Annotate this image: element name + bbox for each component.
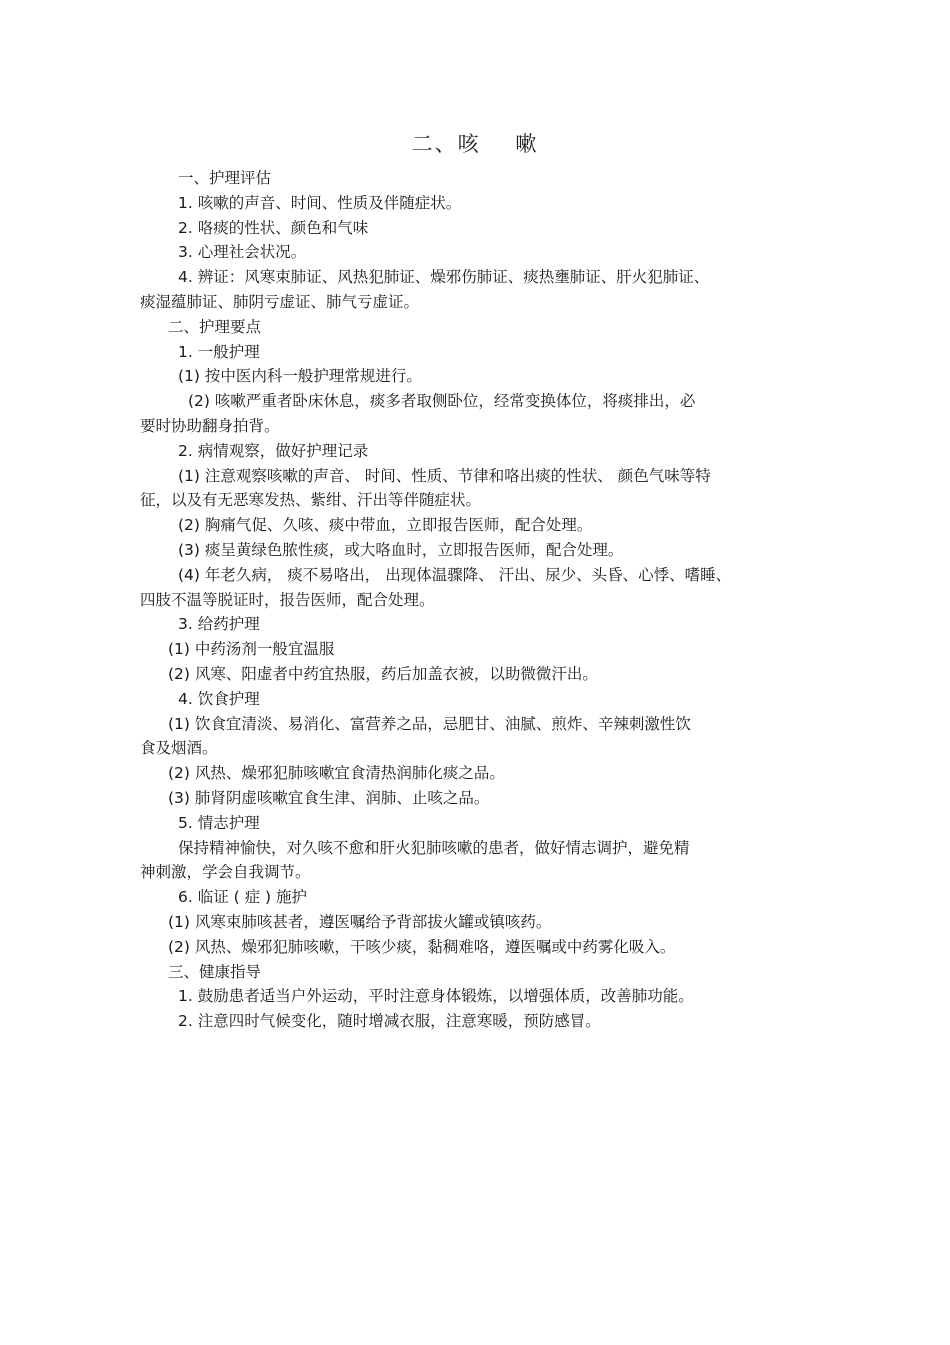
page-title: 二、咳 嗽: [411, 132, 539, 156]
text-line: (1) 按中医内科一般护理常规进行。: [178, 367, 422, 386]
text-line: 征，以及有无恶寒发热、紫绀、汗出等伴随症状。: [140, 491, 482, 510]
text-line: (2) 咳嗽严重者卧床休息，痰多者取侧卧位，经常变换体位，将痰排出，必: [188, 392, 696, 411]
document-body: [140, 166, 810, 1034]
text-line: 神刺激，学会自我调节。: [140, 863, 311, 882]
text-line: (1) 中药汤剂一般宜温服: [168, 640, 335, 659]
text-line: (1) 注意观察咳嗽的声音、 时间、性质、节律和咯出痰的性状、 颜色气味等特: [178, 466, 711, 485]
text-line: 食及烟酒。: [140, 739, 218, 758]
text-line: (4) 年老久病， 痰不易咯出， 出现体温骤降、 汗出、尿少、头昏、心悸、嗜睡、: [178, 565, 732, 584]
text-line: 保持精神愉快，对久咳不愈和肝火犯肺咳嗽的患者，做好情志调护，避免精: [178, 838, 690, 857]
text-line: (1) 饮食宜清淡、易消化、富营养之品，忌肥甘、油腻、煎炸、辛辣刺激性饮: [168, 714, 691, 733]
text-line: (2) 风热、燥邪犯肺咳嗽，干咳少痰，黏稠难咯，遵医嘱或中药雾化吸入。: [168, 937, 676, 956]
text-line: (2) 风寒、阳虚者中药宜热服，药后加盖衣被，以助微微汗出。: [168, 664, 598, 683]
text-line: 三、健康指导: [168, 962, 262, 981]
text-line: 一、护理评估: [178, 169, 272, 187]
text-line: 4. 饮食护理: [178, 689, 260, 708]
text-line: 2. 注意四时气候变化，随时增减衣服，注意寒暖，预防感冒。: [178, 1012, 601, 1031]
text-line: 6. 临证 ( 症 ) 施护: [178, 888, 308, 907]
text-line: (2) 胸痛气促、久咳、痰中带血，立即报告医师，配合处理。: [178, 516, 593, 535]
text-line: 1. 一般护理: [178, 342, 260, 361]
text-line: (1) 风寒束肺咳甚者，遵医嘱给予背部拔火罐或镇咳药。: [168, 912, 552, 931]
text-line: 3. 给药护理: [178, 615, 260, 634]
text-line: 要时协助翻身拍背。: [140, 416, 280, 435]
text-line: 2. 咯痰的性状、颜色和气味: [178, 218, 369, 237]
text-line: 四肢不温等脱证时，报告医师，配合处理。: [140, 590, 435, 609]
text-line: 2. 病情观察，做好护理记录: [178, 441, 369, 460]
text-line: 4. 辨证：风寒束肺证、风热犯肺证、燥邪伤肺证、痰热壅肺证、肝火犯肺证、: [178, 268, 710, 287]
text-line: 1. 咳嗽的声音、时间、性质及伴随症状。: [178, 193, 462, 212]
text-line: 痰湿蕴肺证、肺阴亏虚证、肺气亏虚证。: [140, 292, 420, 311]
text-line: (3) 肺肾阴虚咳嗽宜食生津、润肺、止咳之品。: [168, 788, 490, 807]
text-line: 5. 情志护理: [178, 813, 260, 832]
text-line: (2) 风热、燥邪犯肺咳嗽宜食清热润肺化痰之品。: [168, 764, 505, 783]
text-line: 1. 鼓励患者适当户外运动，平时注意身体锻炼，以增强体质，改善肺功能。: [178, 987, 694, 1006]
text-line: 3. 心理社会状况。: [178, 243, 307, 262]
text-line: 二、护理要点: [168, 317, 262, 336]
text-line: (3) 痰呈黄绿色脓性痰，或大咯血时，立即报告医师，配合处理。: [178, 540, 624, 559]
